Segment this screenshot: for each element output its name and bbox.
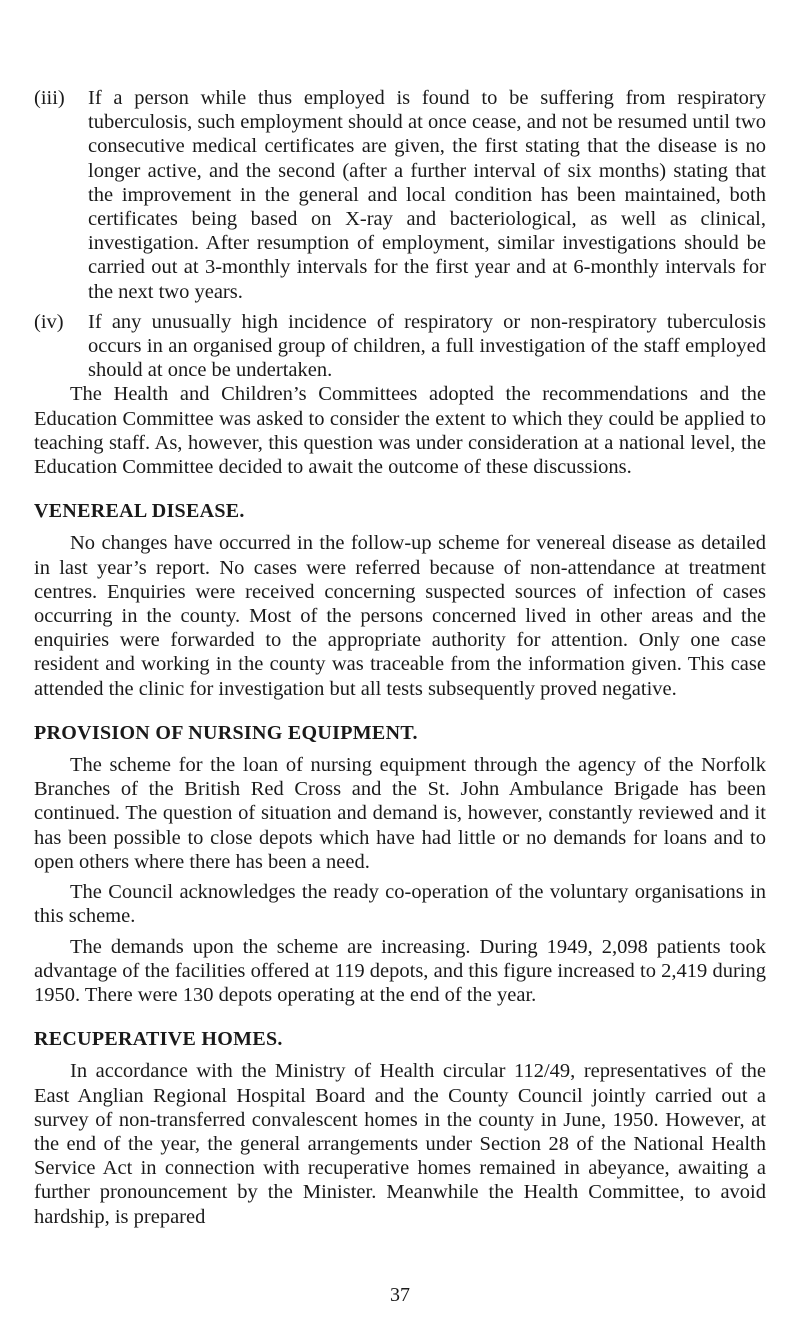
paragraph: In accordance with the Ministry of Health circular 112/49, representatives of the East Anglian Regional Hospital Board and the County Council jointly carried out a survey of non-transferred convalescent homes in the county in June, 1950. However, at the end of the year, the general arrangements under Section 28 of the National Health Service Act in connection with recuperative homes remained in abeyance, awaiting a further pronouncement by the Minister. Meanwhile the Health Committee, to avoid hardship, is prepared bbox=[34, 1060, 766, 1228]
heading-recuperative-homes: RECUPERATIVE HOMES. bbox=[34, 1028, 283, 1051]
intro-paragraph: The Health and Children’s Committees adopted the recommendations and the Education Committee was asked to consider the extent to which they could be applied to teaching staff. As, however, this question was under consideration at a national level, the Education Committee decided to await the outcome of these discussions. bbox=[34, 383, 766, 479]
paragraph: The demands upon the scheme are increasing. During 1949, 2,098 patients took advantage of the facilities offered at 119 depots, and this figure increased to 2,419 during 1950. There were 130 depots operating at the end of the year. bbox=[34, 935, 766, 1006]
heading-nursing-equipment: PROVISION OF NURSING EQUIPMENT. bbox=[34, 721, 418, 744]
paragraph: No changes have occurred in the follow-up scheme for venereal disease as detailed in last year’s report. No cases were referred because of non-attendance at treatment centres. Enquiries were received concerning suspected sources of infection of cases occurring in the county. Most of the persons concerned lived in other areas and the enquiries were forwarded to the appropriate authority for attention. Only one case resident and working in the county was traceable from the information given. This case attended the clinic for investigation but all tests subsequently proved negative. bbox=[34, 532, 766, 700]
list-number: (iv) bbox=[34, 310, 64, 333]
list-text: If any unusually high incidence of respiratory or non-respiratory tuberculosis occurs in an organised group of children, a full investigation of the staff employed should at once be undertaken. bbox=[88, 310, 766, 382]
list-text: If a person while thus employed is found to be suffering from respiratory tuberculosis, such employment should at once cease, and not be resumed until two consecutive medical certificates are given, the first stating that the disease is no longer active, and the second (after a further interval of six months) stating that the improvement in the general and local condition has been maintained, both certificates being based on X-ray and bacteriological, as well as clinical, investigation. After resumption of employment, similar investigations should be carried out at 3-monthly intervals for the first year and at 6-monthly intervals for the next two years. bbox=[88, 87, 766, 303]
list-item-iii bbox=[34, 86, 766, 304]
heading-venereal-disease: VENEREAL DISEASE. bbox=[34, 500, 245, 523]
page-number: 37 bbox=[390, 1284, 410, 1306]
paragraph: The scheme for the loan of nursing equipment through the agency of the Norfolk Branches of the British Red Cross and the St. John Ambulance Brigade has been continued. The question of situation and demand is, however, constantly reviewed and it has been possible to close depots which have had little or no demands for loans and to open others where there has been a need. bbox=[34, 754, 766, 873]
list-item-iv bbox=[34, 310, 766, 383]
paragraph: The Council acknowledges the ready co-operation of the voluntary organisations in this scheme. bbox=[34, 881, 766, 928]
page-body bbox=[34, 86, 766, 1229]
list-number: (iii) bbox=[34, 87, 65, 109]
